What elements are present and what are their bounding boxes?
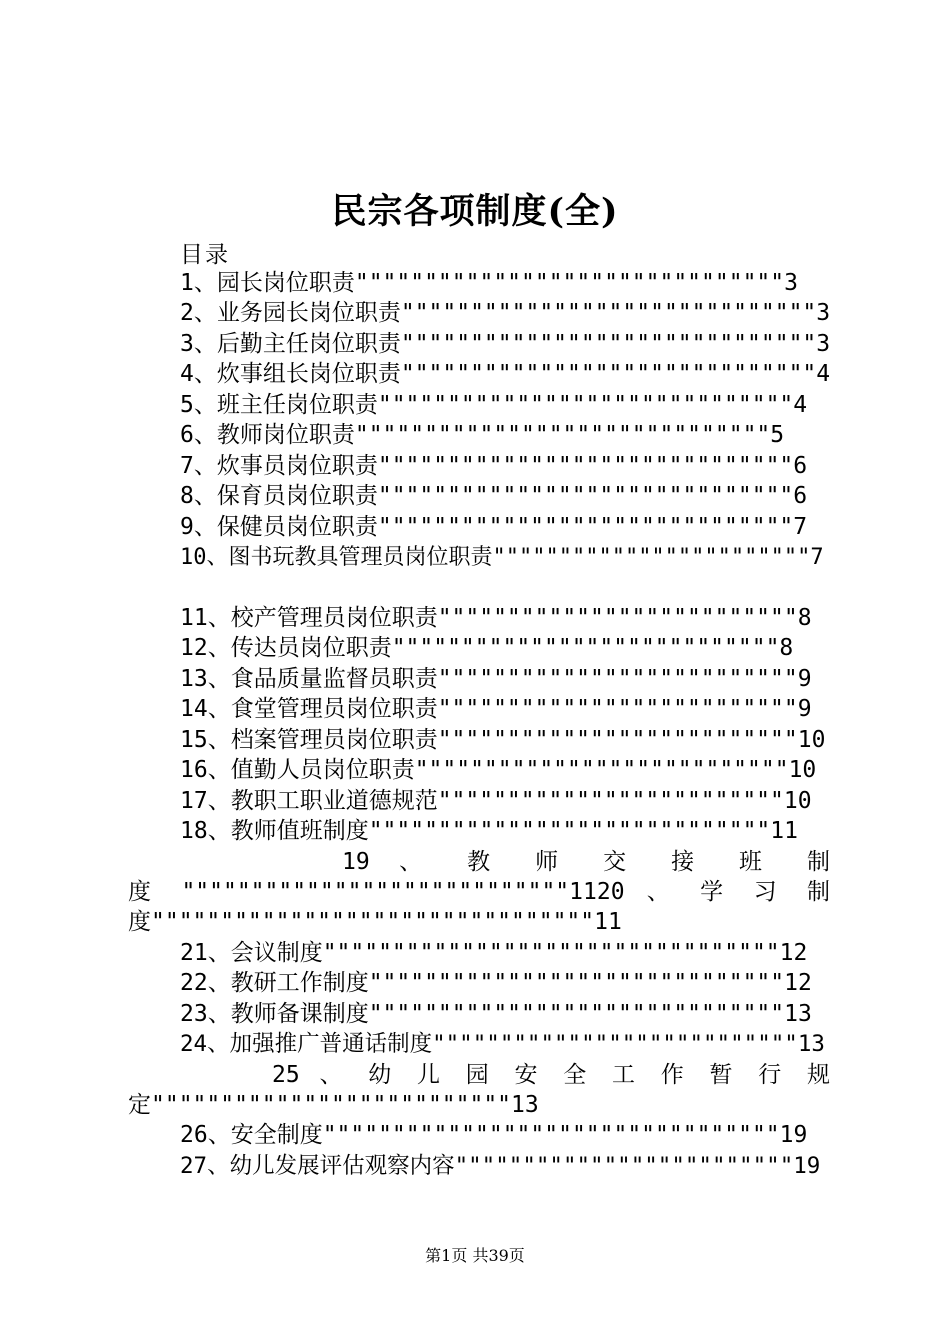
toc-entry: 5、班主任岗位职责""""""""""""""""""""""""""""""4 [180,392,808,418]
toc-entry: 22、教研工作制度""""""""""""""""""""""""""""""12 [180,970,812,996]
toc-heading: 目录 [180,242,230,268]
toc-entry: 2、业务园长岗位职责""""""""""""""""""""""""""""""3 [180,300,831,326]
toc-entry: 3、后勤主任岗位职责""""""""""""""""""""""""""""""3 [180,331,831,357]
toc-entry-wrapped: 19 、 教 师 交 接 班 制 [342,849,831,875]
toc-entry-wrapped: 度 """"""""""""""""""""""""""""1120 、 学 习 制 [128,879,830,905]
toc-entry-wrapped: 25 、 幼 儿 园 安 全 工 作 暂 行 规 [272,1062,830,1088]
toc-entry: 11、校产管理员岗位职责""""""""""""""""""""""""""8 [180,605,812,631]
toc-entry: 1、园长岗位职责"""""""""""""""""""""""""""""""3 [180,270,798,296]
toc-entry: 24、加强推广普通话制度"""""""""""""""""""""""""""13 [180,1031,825,1057]
toc-entry: 15、档案管理员岗位职责""""""""""""""""""""""""""10 [180,727,826,753]
toc-entry: 4、炊事组长岗位职责""""""""""""""""""""""""""""""4 [180,361,831,387]
toc-entry: 度""""""""""""""""""""""""""""""""11 [128,909,622,935]
toc-entry: 18、教师值班制度"""""""""""""""""""""""""""""11 [180,818,798,844]
toc-entry: 9、保健员岗位职责""""""""""""""""""""""""""""""7 [180,514,808,540]
document-title: 民宗各项制度(全) [331,191,619,232]
toc-entry: 12、传达员岗位职责""""""""""""""""""""""""""""8 [180,635,794,661]
toc-entry: 16、值勤人员岗位职责"""""""""""""""""""""""""""10 [180,757,817,783]
toc-entry: 17、教职工职业道德规范"""""""""""""""""""""""""10 [180,788,812,814]
toc-entry: 13、食品质量监督员职责""""""""""""""""""""""""""9 [180,666,812,692]
toc-entry: 26、安全制度"""""""""""""""""""""""""""""""""19 [180,1122,808,1148]
toc-entry: 定""""""""""""""""""""""""""13 [128,1092,539,1118]
toc-entry: 14、食堂管理员岗位职责""""""""""""""""""""""""""9 [180,696,812,722]
toc-entry: 23、教师备课制度""""""""""""""""""""""""""""""13 [180,1001,812,1027]
toc-entry: 7、炊事员岗位职责""""""""""""""""""""""""""""""6 [180,453,808,479]
toc-entry: 10、图书玩教具管理员岗位职责""""""""""""""""""""""""7 [180,545,824,570]
toc-entry: 6、教师岗位职责""""""""""""""""""""""""""""""5 [180,422,785,448]
toc-entry: 21、会议制度"""""""""""""""""""""""""""""""""12 [180,940,808,966]
toc-entry: 27、幼儿发展评估观察内容"""""""""""""""""""""""""19 [180,1153,821,1179]
toc-entry: 8、保育员岗位职责""""""""""""""""""""""""""""""6 [180,483,808,509]
page-footer: 第1页 共39页 [425,1246,525,1265]
